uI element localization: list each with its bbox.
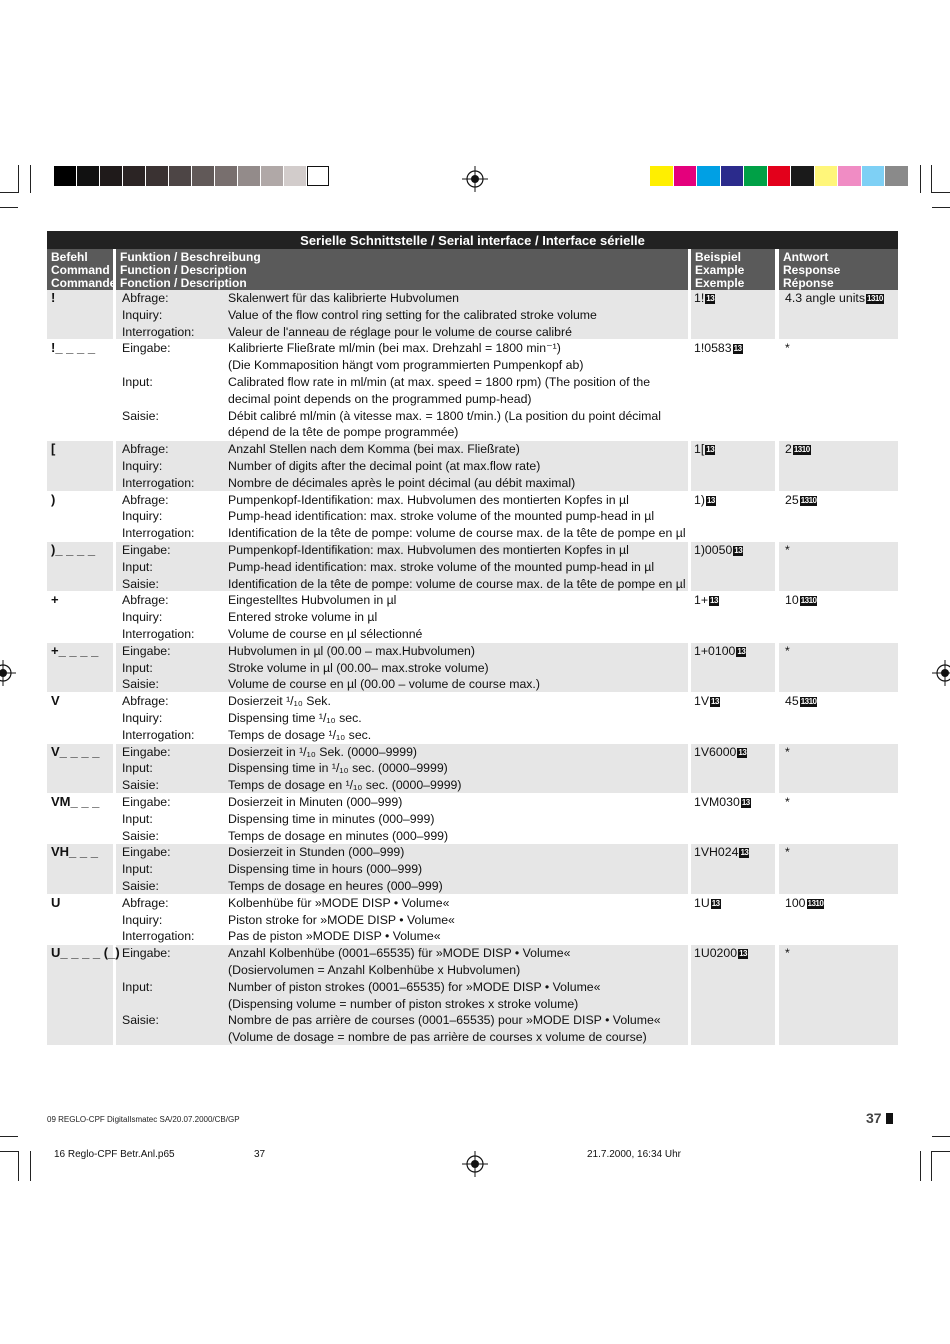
description-line: Nombre de décimales après le point décimal (au débit maximal) (228, 475, 576, 490)
carriage-return-icon: 13 (739, 949, 747, 959)
language-label: Input: (122, 761, 153, 776)
language-label: Interrogation: (122, 475, 195, 490)
command-code: +_ _ _ _ (51, 642, 99, 658)
table-cell-bg (47, 290, 113, 339)
description-line: Stroke volume in µl (00.00– max.stroke volume) (228, 660, 489, 675)
command-code: ! (51, 290, 56, 305)
header-example: Beispiel Example Exemple (691, 249, 775, 290)
description-line: (Volume de dosage = nombre de pas arrière de courses x volume de course) (228, 1030, 647, 1045)
language-label: Abfrage: (122, 694, 169, 709)
table-cell-bg (47, 492, 113, 541)
color-bar (650, 166, 909, 186)
description-line: Dispensing time in minutes (000–999) (228, 811, 435, 826)
table-cell-bg (779, 844, 898, 893)
table-title: Serielle Schnittstelle / Serial interface / Interface sérielle (47, 231, 898, 249)
description-line: (Dispensing volume = number of piston strokes x stroke volume) (228, 996, 579, 1011)
description-line: Pumpenkopf-Identifikation: max. Hubvolumen des montierten Kopfes in µl (228, 543, 629, 557)
carriage-return-icon: 13 (733, 344, 742, 354)
language-label: Input: (122, 660, 153, 675)
description-line: Anzahl Kolbenhübe (0001–65535) für »MODE DISP • Volume« (228, 946, 571, 961)
description-line: Pump-head identification: max. stroke volume of the mounted pump-head in µl (228, 559, 655, 574)
description-line: Entered stroke volume in µl (228, 610, 378, 625)
language-label: Saisie: (122, 408, 159, 423)
description-line: Dosierzeit in Stunden (000–999) (228, 845, 405, 860)
crlf-icon: 1310 (800, 596, 817, 606)
command-code: U_ _ _ _ (_) (51, 945, 120, 961)
example-command: 1)0050 13 (694, 543, 743, 557)
language-label: Abfrage: (122, 593, 169, 608)
example-command: 1VH024 13 (694, 845, 749, 860)
description-line: Dispensing time in ¹/₁₀ sec. (0000–9999) (228, 761, 448, 776)
grayscale-bar (54, 166, 329, 186)
example-command: 1[ 13 (694, 442, 715, 457)
language-label: Eingabe: (122, 643, 171, 658)
carriage-return-icon: 13 (738, 747, 747, 757)
response-value: * (785, 744, 790, 759)
footer-reference: 09 REGLO-CPF DigitalIsmatec SA/20.07.2000/CB/GP (47, 1115, 240, 1124)
response-value: * (785, 946, 790, 961)
description-line: (Die Kommaposition hängt vom programmierten Pumpenkopf ab) (228, 358, 584, 373)
carriage-return-icon: 13 (710, 596, 718, 606)
language-label: Eingabe: (122, 744, 171, 759)
example-command: 1! 13 (694, 291, 715, 305)
carriage-return-icon: 13 (737, 646, 746, 656)
description-line: Volume de course en µl sélectionné (228, 627, 423, 641)
carriage-return-icon: 13 (741, 798, 750, 807)
description-line: Hubvolumen in µl (00.00 – max.Hubvolumen) (228, 643, 475, 658)
command-code: V_ _ _ _ (51, 743, 100, 759)
description-line: Dispensing time in hours (000–999) (228, 862, 423, 877)
description-line: Pump-head identification: max. stroke volume of the mounted pump-head in µl (228, 509, 655, 524)
example-command: 1!0583 13 (694, 341, 742, 356)
carriage-return-icon: 13 (740, 848, 749, 858)
response-value: * (785, 543, 790, 557)
example-command: 1+ 13 (694, 593, 718, 608)
description-line: Calibrated flow rate in ml/min (at max. speed = 1800 rpm) (The position of the (228, 375, 651, 389)
response-value: * (785, 845, 790, 860)
description-line: Temps de dosage ¹/₁₀ sec. (228, 727, 372, 742)
response-value: 25 1310 (785, 492, 817, 507)
language-label: Input: (122, 862, 153, 877)
table-cell-bg (779, 340, 898, 440)
language-label: Eingabe: (122, 795, 171, 809)
language-label: Interrogation: (122, 727, 195, 742)
carriage-return-icon: 13 (711, 898, 720, 908)
response-value: * (785, 795, 790, 809)
description-line: Identification de la tête de pompe: volume de course max. de la tête de pompe en µl (228, 576, 686, 591)
header-command: Befehl Command Commande (47, 249, 113, 290)
language-label: Inquiry: (122, 509, 163, 524)
header-function: Funktion / Beschreibung Function / Description Fonction / Description (116, 249, 688, 290)
description-line: Piston stroke for »MODE DISP • Volume« (228, 912, 455, 927)
registration-target-icon (0, 660, 16, 686)
description-line: Eingestelltes Hubvolumen in µl (228, 593, 397, 608)
description-line: Temps de dosage en heures (000–999) (228, 879, 443, 893)
language-label: Abfrage: (122, 291, 169, 305)
language-label: Input: (122, 811, 153, 826)
example-command: 1VM030 13 (694, 795, 750, 809)
language-label: Saisie: (122, 677, 159, 692)
language-label: Saisie: (122, 828, 159, 843)
table-cell-bg (47, 441, 113, 490)
response-value: 10 1310 (785, 593, 817, 608)
description-line: Valeur de l'anneau de réglage pour le volume de course calibré (228, 324, 572, 339)
table-cell-bg (116, 693, 688, 742)
language-label: Saisie: (122, 778, 159, 793)
language-label: Interrogation: (122, 929, 195, 944)
response-value: 100 1310 (785, 895, 824, 910)
description-line: Kalibrierte Fließrate ml/min (bei max. Drehzahl = 1800 min⁻¹) (228, 341, 561, 356)
table-cell-bg (779, 542, 898, 591)
language-label: Interrogation: (122, 627, 195, 641)
description-line: Dosierzeit in Minuten (000–999) (228, 795, 403, 809)
command-code: VH_ _ _ (51, 844, 98, 860)
description-line: decimal point depends on the programmed pump-head) (228, 391, 532, 406)
registration-target-icon (462, 1151, 488, 1177)
slug-date: 21.7.2000, 16:34 Uhr (587, 1149, 681, 1160)
language-label: Input: (122, 559, 153, 574)
carriage-return-icon: 13 (734, 546, 743, 555)
description-line: Dispensing time ¹/₁₀ sec. (228, 711, 362, 725)
slug-filename: 16 Reglo-CPF Betr.Anl.p65 (54, 1149, 175, 1160)
language-label: Inquiry: (122, 912, 163, 927)
description-line: Kolbenhübe für »MODE DISP • Volume« (228, 895, 450, 910)
crlf-icon: 1310 (800, 495, 817, 505)
description-line: Pumpenkopf-Identifikation: max. Hubvolumen des montierten Kopfes in µl (228, 492, 629, 507)
carriage-return-icon: 13 (711, 697, 719, 707)
language-label: Input: (122, 979, 153, 994)
example-command: 1) 13 (694, 492, 715, 507)
description-line: Value of the flow control ring setting for the calibrated stroke volume (228, 307, 597, 322)
command-code: ) (51, 491, 56, 507)
table-cell-bg (779, 643, 898, 692)
crlf-icon: 1310 (807, 898, 824, 908)
header-response: Antwort Response Réponse (779, 249, 898, 290)
language-label: Eingabe: (122, 543, 171, 557)
language-label: Saisie: (122, 879, 159, 893)
example-command: 1U0200 13 (694, 946, 747, 961)
language-label: Saisie: (122, 576, 159, 591)
description-line: Pas de piston »MODE DISP • Volume« (228, 929, 441, 944)
command-code: )_ _ _ _ (51, 542, 96, 557)
command-code: V (51, 693, 60, 709)
language-label: Inquiry: (122, 711, 163, 725)
description-line: Number of digits after the decimal point (at max.flow rate) (228, 459, 541, 473)
description-line: Number of piston strokes (0001–65535) for »MODE DISP • Volume« (228, 979, 601, 994)
description-line: Dosierzeit in ¹/₁₀ Sek. (0000–9999) (228, 744, 418, 759)
description-line: dépend de la tête de pompe programmée) (228, 425, 459, 440)
language-label: Eingabe: (122, 845, 171, 860)
language-label: Inquiry: (122, 610, 163, 625)
language-label: Abfrage: (122, 492, 169, 507)
language-label: Abfrage: (122, 442, 169, 457)
description-line: Temps de dosage en ¹/₁₀ sec. (0000–9999) (228, 778, 462, 793)
language-label: Saisie: (122, 1013, 159, 1028)
command-code: [ (51, 441, 56, 457)
response-value: 4.3 angle units 1310 (785, 291, 883, 305)
registration-target-icon (932, 660, 950, 686)
language-label: Eingabe: (122, 341, 171, 356)
slug-page: 37 (254, 1149, 266, 1160)
crlf-icon: 1310 (800, 697, 817, 707)
description-line: Temps de dosage en minutes (000–999) (228, 828, 449, 843)
example-command: 1+0100 13 (694, 643, 746, 658)
carriage-return-icon: 13 (706, 445, 715, 455)
page-number: 37 (866, 1110, 893, 1126)
description-line: Skalenwert für das kalibrierte Hubvolumen (228, 291, 460, 305)
table-cell-bg (779, 744, 898, 793)
crlf-icon: 1310 (867, 294, 883, 303)
response-value: 45 1310 (785, 694, 817, 709)
command-code: !_ _ _ _ (51, 340, 96, 356)
response-value: 2 1310 (785, 442, 810, 457)
carriage-return-icon: 13 (706, 495, 715, 505)
description-line: Nombre de pas arrière de courses (0001–65535) pour »MODE DISP • Volume« (228, 1013, 661, 1028)
example-command: 1U 13 (694, 895, 720, 910)
description-line: Débit calibré ml/min (à vitesse max. = 1800 t/min.) (La position du point décimal (228, 408, 661, 423)
example-command: 1V 13 (694, 694, 719, 709)
description-line: Identification de la tête de pompe: volume de course max. de la tête de pompe en µl (228, 526, 686, 541)
description-line: Dosierzeit ¹/₁₀ Sek. (228, 694, 331, 709)
language-label: Interrogation: (122, 526, 195, 541)
crlf-icon: 1310 (793, 445, 810, 455)
language-label: Inquiry: (122, 307, 163, 322)
description-line: (Dosiervolumen = Anzahl Kolbenhübe x Hubvolumen) (228, 963, 521, 977)
language-label: Input: (122, 375, 153, 389)
description-line: Volume de course en µl (00.00 – volume de course max.) (228, 677, 540, 692)
command-code: VM_ _ _ (51, 794, 100, 809)
response-value: * (785, 643, 790, 658)
language-label: Interrogation: (122, 324, 195, 339)
example-command: 1V6000 13 (694, 744, 747, 759)
table-cell-bg (779, 794, 898, 843)
command-code: + (51, 592, 59, 608)
description-line: Anzahl Stellen nach dem Komma (bei max. Fließrate) (228, 442, 520, 457)
language-label: Abfrage: (122, 895, 169, 910)
response-value: * (785, 341, 790, 356)
table-cell-bg (779, 945, 898, 1045)
carriage-return-icon: 13 (706, 294, 715, 303)
language-label: Eingabe: (122, 946, 171, 961)
registration-target-icon (462, 166, 488, 192)
command-code: U (51, 894, 61, 910)
language-label: Inquiry: (122, 459, 163, 473)
